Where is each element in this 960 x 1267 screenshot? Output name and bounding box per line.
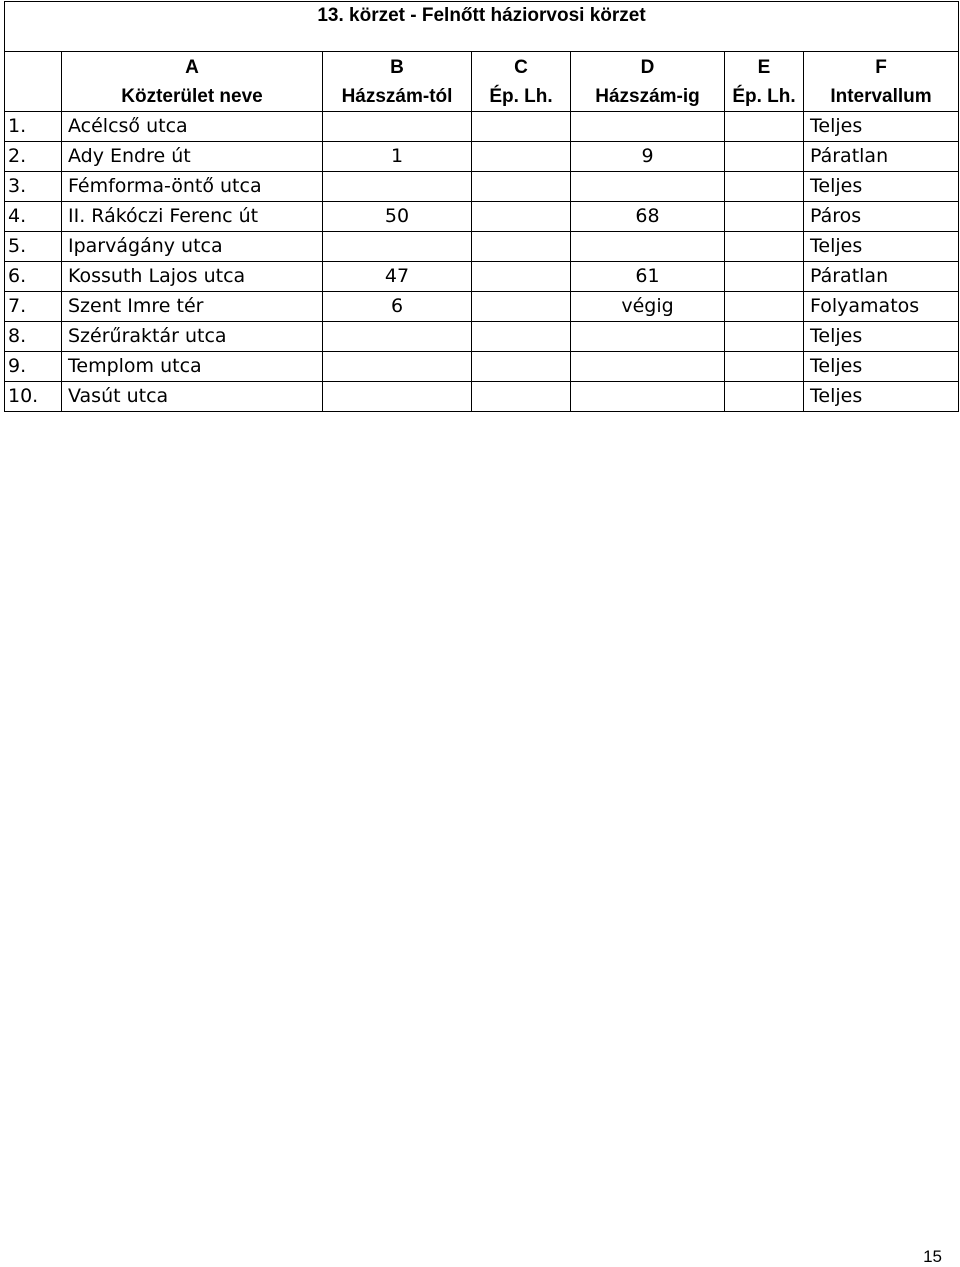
column-letter-f: F [804, 52, 959, 83]
building-from-cell [472, 112, 571, 142]
street-name-cell: Szérűraktár utca [62, 322, 323, 352]
house-number-from-cell [323, 232, 472, 262]
table-row [5, 352, 959, 382]
building-to-cell [725, 262, 804, 292]
house-number-to-cell: végig [571, 292, 725, 322]
house-number-from-cell [323, 382, 472, 412]
house-number-to-cell [571, 112, 725, 142]
interval-cell: Teljes [804, 352, 959, 382]
table-row [5, 172, 959, 202]
table-row [5, 202, 959, 232]
building-to-cell [725, 292, 804, 322]
house-number-to-cell: 9 [571, 142, 725, 172]
building-from-cell [472, 202, 571, 232]
table-title: 13. körzet - Felnőtt háziorvosi körzet [5, 2, 959, 52]
street-name-cell: Iparvágány utca [62, 232, 323, 262]
column-letter-c: C [472, 52, 571, 83]
building-to-cell [725, 322, 804, 352]
row-number-cell: 5. [5, 232, 62, 262]
interval-cell: Teljes [804, 112, 959, 142]
table-row [5, 232, 959, 262]
page-number: 15 [923, 1247, 942, 1266]
corner-cell [5, 52, 62, 112]
column-letter-a: A [62, 52, 323, 83]
table-row [5, 262, 959, 292]
street-name-cell: Vasút utca [62, 382, 323, 412]
table-row [5, 112, 959, 142]
house-number-from-cell [323, 172, 472, 202]
interval-cell: Teljes [804, 172, 959, 202]
building-from-cell [472, 232, 571, 262]
house-number-to-cell [571, 352, 725, 382]
house-number-to-cell: 68 [571, 202, 725, 232]
district-table [4, 1, 959, 412]
column-header-building-to: Ép. Lh. [725, 82, 804, 112]
column-header-interval: Intervallum [804, 82, 959, 112]
street-name-cell: Templom utca [62, 352, 323, 382]
house-number-to-cell [571, 172, 725, 202]
house-number-to-cell: 61 [571, 262, 725, 292]
table-row [5, 382, 959, 412]
column-header-building-from: Ép. Lh. [472, 82, 571, 112]
row-number-cell: 3. [5, 172, 62, 202]
column-letter-d: D [571, 52, 725, 83]
interval-cell: Páros [804, 202, 959, 232]
building-from-cell [472, 172, 571, 202]
building-from-cell [472, 262, 571, 292]
house-number-from-cell [323, 322, 472, 352]
interval-cell: Teljes [804, 382, 959, 412]
table-row [5, 322, 959, 352]
column-names-row [5, 82, 959, 112]
house-number-from-cell: 6 [323, 292, 472, 322]
row-number-cell: 10. [5, 382, 62, 412]
column-letter-e: E [725, 52, 804, 83]
row-number-cell: 6. [5, 262, 62, 292]
row-number-cell: 9. [5, 352, 62, 382]
row-number-cell: 4. [5, 202, 62, 232]
column-letters-row [5, 52, 959, 83]
interval-cell: Folyamatos [804, 292, 959, 322]
building-from-cell [472, 322, 571, 352]
row-number-cell: 1. [5, 112, 62, 142]
street-name-cell: Ady Endre út [62, 142, 323, 172]
column-header-house-from: Házszám-tól [323, 82, 472, 112]
column-header-street-name: Közterület neve [62, 82, 323, 112]
building-to-cell [725, 352, 804, 382]
interval-cell: Páratlan [804, 262, 959, 292]
building-to-cell [725, 112, 804, 142]
building-from-cell [472, 292, 571, 322]
building-from-cell [472, 352, 571, 382]
house-number-from-cell: 47 [323, 262, 472, 292]
street-name-cell: Kossuth Lajos utca [62, 262, 323, 292]
interval-cell: Teljes [804, 322, 959, 352]
house-number-from-cell: 50 [323, 202, 472, 232]
street-name-cell: Fémforma-öntő utca [62, 172, 323, 202]
house-number-to-cell [571, 382, 725, 412]
column-letter-b: B [323, 52, 472, 83]
row-number-cell: 7. [5, 292, 62, 322]
building-to-cell [725, 232, 804, 262]
column-header-house-to: Házszám-ig [571, 82, 725, 112]
house-number-to-cell [571, 232, 725, 262]
row-number-cell: 8. [5, 322, 62, 352]
house-number-from-cell: 1 [323, 142, 472, 172]
interval-cell: Teljes [804, 232, 959, 262]
table-row [5, 142, 959, 172]
table-body [5, 112, 959, 412]
house-number-from-cell [323, 352, 472, 382]
building-to-cell [725, 142, 804, 172]
row-number-cell: 2. [5, 142, 62, 172]
street-name-cell: II. Rákóczi Ferenc út [62, 202, 323, 232]
building-to-cell [725, 172, 804, 202]
street-name-cell: Szent Imre tér [62, 292, 323, 322]
table-row [5, 292, 959, 322]
house-number-from-cell [323, 112, 472, 142]
building-from-cell [472, 142, 571, 172]
house-number-to-cell [571, 322, 725, 352]
interval-cell: Páratlan [804, 142, 959, 172]
building-to-cell [725, 202, 804, 232]
building-from-cell [472, 382, 571, 412]
street-name-cell: Acélcső utca [62, 112, 323, 142]
building-to-cell [725, 382, 804, 412]
